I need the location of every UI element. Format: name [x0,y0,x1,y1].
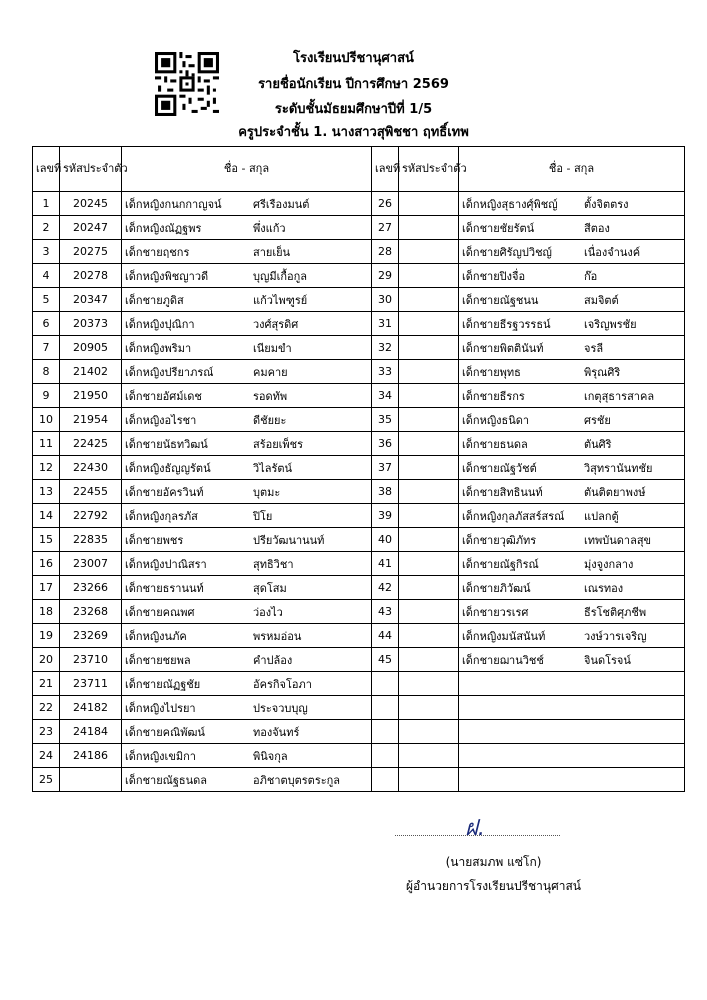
student-number: 44 [372,624,399,648]
student-id [399,240,459,264]
student-surname: แปลกตู้ [584,509,619,523]
student-surname: เกตุสุธารสาคล [584,389,655,403]
student-surname: คำปล้อง [253,653,293,667]
student-id [399,480,459,504]
student-id: 22455 [60,480,122,504]
student-first-name: เด็กชายอัครวินท์ [125,485,204,499]
header-name: ชื่อ - สกุล [459,147,685,192]
student-name [122,720,372,744]
table-row [33,624,685,648]
student-name [459,456,685,480]
student-id: 23710 [60,648,122,672]
student-name [122,744,372,768]
student-number: 12 [33,456,60,480]
student-name [122,504,372,528]
student-number: 30 [372,288,399,312]
student-number: 20 [33,648,60,672]
student-id [399,504,459,528]
student-name [459,504,685,528]
student-number: 16 [33,552,60,576]
student-number: 9 [33,384,60,408]
student-number: 27 [372,216,399,240]
student-first-name: เด็กชายธนดล [462,437,528,451]
student-name [122,312,372,336]
student-surname: วิสุทรานันทชัย [584,461,653,475]
student-first-name: เด็กหญิงสุธางศุ์พิชญ์ [462,197,558,211]
student-name [122,768,372,792]
student-surname: อภิชาตบุตรตระกูล [253,773,341,787]
student-first-name: เด็กชายณัฐกิรณ์ [462,557,539,571]
table-row [33,288,685,312]
student-number: 13 [33,480,60,504]
student-number: 31 [372,312,399,336]
student-id [399,456,459,480]
student-name [459,192,685,216]
signatory-name: (นายสมภพ แซ่โก) [445,855,542,869]
student-surname: พินิจกุล [253,749,288,763]
student-id: 24184 [60,720,122,744]
student-surname: ตันติตยาพงษ์ [584,485,646,499]
school-name: โรงเรียนปรีชานุศาสน์ [293,51,414,66]
student-id [399,432,459,456]
student-number: 6 [33,312,60,336]
student-number: 10 [33,408,60,432]
student-number: 37 [372,456,399,480]
student-surname: บุตมะ [253,485,281,499]
student-name [122,336,372,360]
student-roster-table [32,146,685,792]
student-surname: เณรทอง [584,581,624,595]
student-name [122,600,372,624]
student-number: 24 [33,744,60,768]
student-first-name: เด็กชายชัยรัตน์ [462,221,535,235]
student-id: 22792 [60,504,122,528]
student-name [122,408,372,432]
student-surname: สีตอง [584,221,610,235]
student-first-name: เด็กชายภิวัฒน์ [462,581,531,595]
student-first-name: เด็กหญิงพิชญาวดี [125,269,209,283]
student-number [372,744,399,768]
student-id: 24182 [60,696,122,720]
student-first-name: เด็กชายสิทธินนท์ [462,485,543,499]
student-surname: วิไลรัตน์ [253,461,293,475]
student-first-name: เด็กชายพชร [125,533,184,547]
student-id [399,720,459,744]
student-name [459,384,685,408]
table-row [33,216,685,240]
student-name [459,624,685,648]
student-number: 42 [372,576,399,600]
student-id: 23266 [60,576,122,600]
student-first-name: เด็กหญิงนภัค [125,629,187,643]
student-number: 7 [33,336,60,360]
student-id: 22430 [60,456,122,480]
student-id: 22835 [60,528,122,552]
table-row [33,600,685,624]
student-name [459,216,685,240]
signatory-position: ผู้อำนวยการโรงเรียนปรีชานุศาสน์ [406,879,581,893]
student-number: 22 [33,696,60,720]
student-surname: ศรชัย [584,413,611,427]
student-name [122,456,372,480]
student-surname: ทองจันทร์ [253,725,300,739]
student-first-name: เด็กหญิงธนิดา [462,413,530,427]
table-row [33,408,685,432]
student-id [399,216,459,240]
student-id [399,360,459,384]
student-number: 28 [372,240,399,264]
student-first-name: เด็กหญิงไปรยา [125,701,196,715]
student-first-name: เด็กหญิงมนัสนันท์ [462,629,546,643]
student-first-name: เด็กชายณัฐธนดล [125,773,208,787]
student-surname: วงศ์สุรดิศ [253,317,299,331]
signature-line [395,835,560,836]
header-student-id: รหัสประจำตัว [60,147,122,192]
student-surname: เนียมขำ [253,341,292,355]
student-name [459,528,685,552]
student-id: 20275 [60,240,122,264]
student-id: 23007 [60,552,122,576]
student-surname: แก้วไพฑูรย์ [253,293,308,307]
student-id: 23711 [60,672,122,696]
student-name [122,696,372,720]
student-surname: บุญมีเกื้อกูล [253,269,308,283]
student-first-name: เด็กหญิงปาณิสรา [125,557,207,571]
table-row [33,768,685,792]
student-name [459,648,685,672]
student-name [459,600,685,624]
student-first-name: เด็กชายธีรกร [462,389,525,403]
student-surname: ว่องไว [253,605,283,619]
table-row [33,672,685,696]
student-name [122,552,372,576]
table-row [33,384,685,408]
table-row [33,648,685,672]
student-id: 20347 [60,288,122,312]
header-number: เลขที่ [33,147,60,192]
table-row [33,552,685,576]
student-first-name: เด็กชายชยพล [125,653,191,667]
student-name [459,480,685,504]
student-id: 23269 [60,624,122,648]
student-name [122,384,372,408]
header-name: ชื่อ - สกุล [122,147,372,192]
student-id: 20247 [60,216,122,240]
student-first-name: เด็กชายณัฐวัชต์ [462,461,537,475]
student-name [459,360,685,384]
student-name [459,552,685,576]
student-id [399,552,459,576]
student-surname: ปิโย [253,509,273,523]
student-number: 21 [33,672,60,696]
student-first-name: เด็กชายณัฏฐชัย [125,677,201,691]
table-row [33,504,685,528]
header-number: เลขที่ [372,147,399,192]
student-number: 4 [33,264,60,288]
table-row [33,720,685,744]
student-id [399,624,459,648]
student-surname: ก๊อ [584,269,598,283]
student-surname: เจริญพรชัย [584,317,637,331]
student-number: 41 [372,552,399,576]
student-name [122,360,372,384]
student-name [122,264,372,288]
student-number: 15 [33,528,60,552]
student-number [372,720,399,744]
student-name [122,288,372,312]
student-id: 21950 [60,384,122,408]
class-level: ระดับชั้นมัธยมศึกษาปีที่ 1/5 [274,102,433,117]
student-number [372,672,399,696]
student-number: 45 [372,648,399,672]
student-id [399,312,459,336]
student-surname: จินดโรจน์ [584,653,631,667]
student-surname: พรหมอ่อน [253,629,302,643]
student-id [399,384,459,408]
student-surname: สร้อยเพ็ชร [253,437,304,451]
student-id: 20278 [60,264,122,288]
student-number: 23 [33,720,60,744]
student-surname: รอดทัพ [253,389,288,403]
student-number: 3 [33,240,60,264]
student-number: 8 [33,360,60,384]
student-first-name: เด็กชายคณพศ [125,605,195,619]
homeroom-teacher: ครูประจำชั้น 1. นางสาวสุพิชชา ฤทธิ์เทพ [238,125,469,140]
table-row [33,264,685,288]
student-number: 29 [372,264,399,288]
student-first-name: เด็กชายปิงจื่อ [462,269,526,283]
student-number: 35 [372,408,399,432]
student-name [122,240,372,264]
signature-mark: ฝ. [465,816,485,841]
student-surname: สายเย็น [253,245,291,259]
student-first-name: เด็กหญิงปรียาภรณ์ [125,365,214,379]
student-surname: ตันศิริ [584,437,612,451]
student-first-name: เด็กชายณัฐชนน [462,293,539,307]
student-first-name: เด็กหญิงกุลภัสสร์สรณ์ [462,509,565,523]
student-surname: เนื่องจำนงค์ [584,245,641,259]
student-surname: เทพบันดาลสุข [584,533,652,547]
student-number: 33 [372,360,399,384]
student-first-name: เด็กชายพิตตินันท์ [462,341,544,355]
student-surname: ศรีเรืองมนต์ [253,197,310,211]
student-first-name: เด็กชายธรานนท์ [125,581,204,595]
student-id: 21402 [60,360,122,384]
student-name [122,624,372,648]
student-name [122,480,372,504]
student-first-name: เด็กหญิงเขมิกา [125,749,196,763]
student-first-name: เด็กชายนัธทวิฒน์ [125,437,208,451]
student-name [122,576,372,600]
table-row [33,240,685,264]
student-id: 23268 [60,600,122,624]
student-id: 21954 [60,408,122,432]
student-name [122,216,372,240]
student-first-name: เด็กชายวุฒิภัทร [462,533,537,547]
student-first-name: เด็กชายศิรัญปวิชญ์ [462,245,552,259]
student-first-name: เด็กหญิงกนกกาญจน์ [125,197,222,211]
table-row [33,696,685,720]
student-number: 5 [33,288,60,312]
table-row [33,576,685,600]
student-number: 19 [33,624,60,648]
student-name [459,408,685,432]
student-name [459,240,685,264]
student-id [399,744,459,768]
student-number: 2 [33,216,60,240]
student-name [122,648,372,672]
student-name [459,696,685,720]
student-id [399,192,459,216]
student-name [459,576,685,600]
student-id: 20373 [60,312,122,336]
student-id [399,264,459,288]
student-number: 43 [372,600,399,624]
student-first-name: เด็กชายฌานวิชช์ [462,653,544,667]
student-name [459,720,685,744]
student-name [122,672,372,696]
student-name [459,336,685,360]
student-number: 1 [33,192,60,216]
student-number: 18 [33,600,60,624]
student-surname: ประจวบบุญ [253,701,308,715]
student-name [459,768,685,792]
student-id [399,336,459,360]
student-id [60,768,122,792]
student-name [122,528,372,552]
student-surname: สมจิตต์ [584,293,619,307]
student-first-name: เด็กชายภูดิส [125,293,184,307]
student-id [399,672,459,696]
student-name [122,432,372,456]
student-first-name: เด็กหญิงปุณิกา [125,317,195,331]
student-first-name: เด็กชายฤชกร [125,245,190,259]
student-number: 34 [372,384,399,408]
student-number: 39 [372,504,399,528]
student-first-name: เด็กชายวรเรศ [462,605,529,619]
student-number: 11 [33,432,60,456]
student-id: 24186 [60,744,122,768]
student-surname: ธีรโชติศุภชีพ [584,605,647,619]
student-surname: สุทธิวิชา [253,557,294,571]
student-surname: มุ่งจูงกลาง [584,557,634,571]
student-surname: ตั้งจิตตรง [584,197,629,211]
student-id [399,408,459,432]
student-surname: ปรียวัฒนานนท์ [253,533,325,547]
student-surname: ดีชัยยะ [253,413,287,427]
student-number: 14 [33,504,60,528]
student-number: 32 [372,336,399,360]
student-id: 20245 [60,192,122,216]
document-title: รายชื่อนักเรียน ปีการศึกษา 2569 [258,77,449,92]
table-header-row [33,147,685,192]
student-id [399,576,459,600]
student-name [459,288,685,312]
student-number: 40 [372,528,399,552]
student-surname: สุดโสม [253,581,287,595]
student-surname: พิรุณศิริ [584,365,621,379]
table-row [33,192,685,216]
student-surname: วงษ์วารเจริญ [584,629,647,643]
student-name [459,312,685,336]
table-row [33,312,685,336]
table-row [33,432,685,456]
student-name [459,744,685,768]
student-surname: พึ่งแก้ว [253,221,286,235]
table-row [33,528,685,552]
student-number: 26 [372,192,399,216]
student-first-name: เด็กชายคณิพัฒน์ [125,725,205,739]
student-number: 38 [372,480,399,504]
student-id [399,696,459,720]
student-surname: อัครกิจโอภา [253,677,312,691]
table-row [33,336,685,360]
student-name [459,264,685,288]
table-row [33,744,685,768]
table-row [33,360,685,384]
student-first-name: เด็กหญิงณัฏฐพร [125,221,202,235]
student-id: 22425 [60,432,122,456]
table-row [33,456,685,480]
header-student-id: รหัสประจำตัว [399,147,459,192]
student-id [399,600,459,624]
student-id: 20905 [60,336,122,360]
student-number: 17 [33,576,60,600]
student-number: 36 [372,432,399,456]
student-number: 25 [33,768,60,792]
student-first-name: เด็กหญิงพริมา [125,341,192,355]
student-first-name: เด็กหญิงอไรชา [125,413,197,427]
student-id [399,288,459,312]
student-id [399,648,459,672]
student-number [372,768,399,792]
student-id [399,528,459,552]
student-first-name: เด็กชายพุทธ [462,365,521,379]
student-name [122,192,372,216]
student-first-name: เด็กชายธีรฐวรรธน์ [462,317,551,331]
table-row [33,480,685,504]
student-surname: คมคาย [253,365,288,379]
student-name [459,672,685,696]
student-first-name: เด็กหญิงกุลรภัส [125,509,198,523]
student-surname: จรลี [584,341,604,355]
student-first-name: เด็กหญิงธัญญรัตน์ [125,461,211,475]
student-first-name: เด็กชายอัศม์เดช [125,389,202,403]
student-id [399,768,459,792]
student-name [459,432,685,456]
student-number [372,696,399,720]
